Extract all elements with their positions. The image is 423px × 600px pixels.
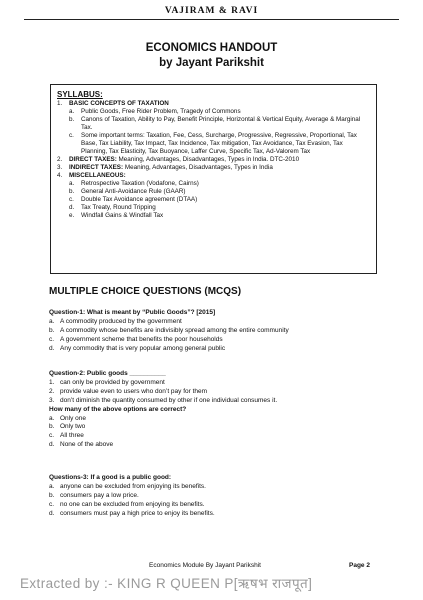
option-text: can only be provided by government [60,378,165,386]
option-letter: d. [49,441,55,449]
subitem-letter: c. [69,196,74,203]
handout-title: ECONOMICS HANDOUT [145,42,278,54]
answer-option [49,492,389,501]
option-text: A commodity whose benefits are indivisibly spread among the entire community [60,326,289,334]
syllabus-subitem [57,212,370,220]
watermark: Extracted by :- KING R QUEEN P[ऋषभ राजपूत] [20,576,313,591]
item-number: 4. [57,172,63,179]
option-text: Only one [60,414,87,422]
statement [49,397,389,406]
option-letter: b. [49,491,55,499]
option-text: consumers pay a low price. [60,491,139,499]
item-number: 2. [57,156,63,163]
syllabus-subitem [57,132,370,156]
option-letter: b. [49,326,55,334]
option-letter: c. [49,432,55,440]
option-letter: a. [49,482,55,490]
subitem-letter: b. [69,188,75,195]
item-label: INDIRECT TAXES: [69,164,124,171]
subitem-letter: c. [69,132,74,139]
mcq-heading: MULTIPLE CHOICE QUESTIONS (MCQS) [49,286,242,297]
question-3 [49,474,389,519]
header-rule [24,19,399,20]
item-text [69,172,370,180]
item-label: DIRECT TAXES: [69,156,117,163]
option-letter: d. [49,344,55,352]
item-desc: BASIC CONCEPTS OF TAXATION [69,100,169,107]
answer-option [49,415,389,424]
option-text: provide value even to users who don’t pay for them [60,387,208,395]
item-desc: MISCELLANEOUS: [69,172,126,179]
subitem-text: Double Tax Avoidance agreement (DTAA) [81,196,198,203]
subitem-letter: d. [69,204,75,211]
option-text: Any commodity that is very popular among general public [60,344,226,352]
option-letter: 3. [49,396,55,404]
subitem-letter: e. [69,212,75,219]
option-text: A government scheme that benefits the poor households [60,335,223,343]
option-letter: c. [49,335,55,343]
syllabus-heading: SYLLABUS: [57,90,103,99]
answer-option [49,318,389,327]
syllabus-item [57,156,370,164]
subitem-text: Tax Treaty, Round Tripping [81,204,156,211]
item-number: 1. [57,100,63,107]
answer-option [49,501,389,510]
item-text [69,164,370,172]
option-letter: 1. [49,378,55,386]
syllabus-list [57,100,370,220]
answer-option [49,423,389,432]
option-letter: d. [49,509,55,517]
option-text: no one can be excluded from enjoying its benefits. [60,500,205,508]
option-letter: a. [49,414,55,422]
option-letter: a. [49,317,55,325]
option-text: consumers must pay a high price to enjoy its benefits. [60,509,215,517]
syllabus-subitem [57,116,370,132]
option-letter: b. [49,423,55,431]
syllabus-subitem [57,196,370,204]
subitem-text: Public Goods, Free Rider Problem, Tragedy of Commons [81,108,241,115]
question-statements [49,379,389,406]
option-letter: 2. [49,387,55,395]
question-title: Questions-3: If a good is a public good: [49,474,172,481]
answer-option [49,483,389,492]
item-text [69,156,370,164]
answer-option [49,345,389,354]
syllabus-subitem [57,188,370,196]
option-text: All three [60,432,84,440]
item-number: 3. [57,164,63,171]
brand-header: VAJIRAM & RAVI [164,6,259,16]
item-desc: Meaning, Advantages, Disadvantages, Types in India. DTC-2010 [116,156,300,163]
question-options [49,318,389,354]
option-text: A commodity produced by the government [60,317,182,325]
footer-text: Economics Module By Jayant Parikshit [149,562,261,569]
question-options [49,415,389,451]
subitem-letter: a. [69,108,75,115]
subitem-letter: a. [69,180,75,187]
subitem-text: Windfall Gains & Windfall Tax [81,212,164,219]
subitem-letter: b. [69,116,75,123]
page-number: Page 2 [349,562,370,569]
syllabus-subitem [57,108,370,116]
item-desc: Meaning, Advantages, Disadvantages, Types in India [123,164,273,171]
answer-option [49,441,389,450]
handout-author: by Jayant Parikshit [159,57,264,69]
subitem-text: Canons of Taxation, Ability to Pay, Benefit Principle, Horizontal & Vertical Equity, Average & Marginal Tax. [81,116,361,131]
syllabus-box [50,84,377,274]
answer-option [49,327,389,336]
answer-option [49,432,389,441]
question-options [49,483,389,519]
question-title: Question-2: Public goods __________ [49,370,166,377]
subitem-text: Some important terms: Taxation, Fee, Cess, Surcharge, Progressive, Regressive, Proportional, Tax Base, Tax Liability, Tax Impact, Tax Incidence, Tax mitigation, Tax Avoidance, Tax Evasion, Tax Planning, Tax Elasticity, Tax Buoyance, Laffer Curve, Specific Tax, Ad-Valorem Tax [81,132,357,155]
syllabus-subitem [57,204,370,212]
statement [49,388,389,397]
subitem-text: Retrospective Taxation (Vodafone, Cairns) [81,180,199,187]
syllabus-subitem [57,180,370,188]
syllabus-item [57,164,370,172]
option-letter: c. [49,500,55,508]
syllabus-item [57,172,370,180]
question-1 [49,309,389,354]
item-text [69,100,370,108]
option-text: Only two [60,423,86,431]
answer-option [49,510,389,519]
statement [49,379,389,388]
option-text: don’t diminish the quantity consumed by other if one individual consumes it. [60,396,278,404]
answer-option [49,336,389,345]
question-prompt: How many of the above options are correct? [49,405,187,413]
question-title: Question-1: What is meant by “Public Goods”? [2015] [49,309,216,316]
subitem-text: General Anti-Avoidance Rule (GAAR) [81,188,186,195]
option-text: anyone can be excluded from enjoying its benefits. [60,482,206,490]
syllabus-item [57,100,370,108]
option-text: None of the above [60,441,114,449]
question-2 [49,370,389,450]
